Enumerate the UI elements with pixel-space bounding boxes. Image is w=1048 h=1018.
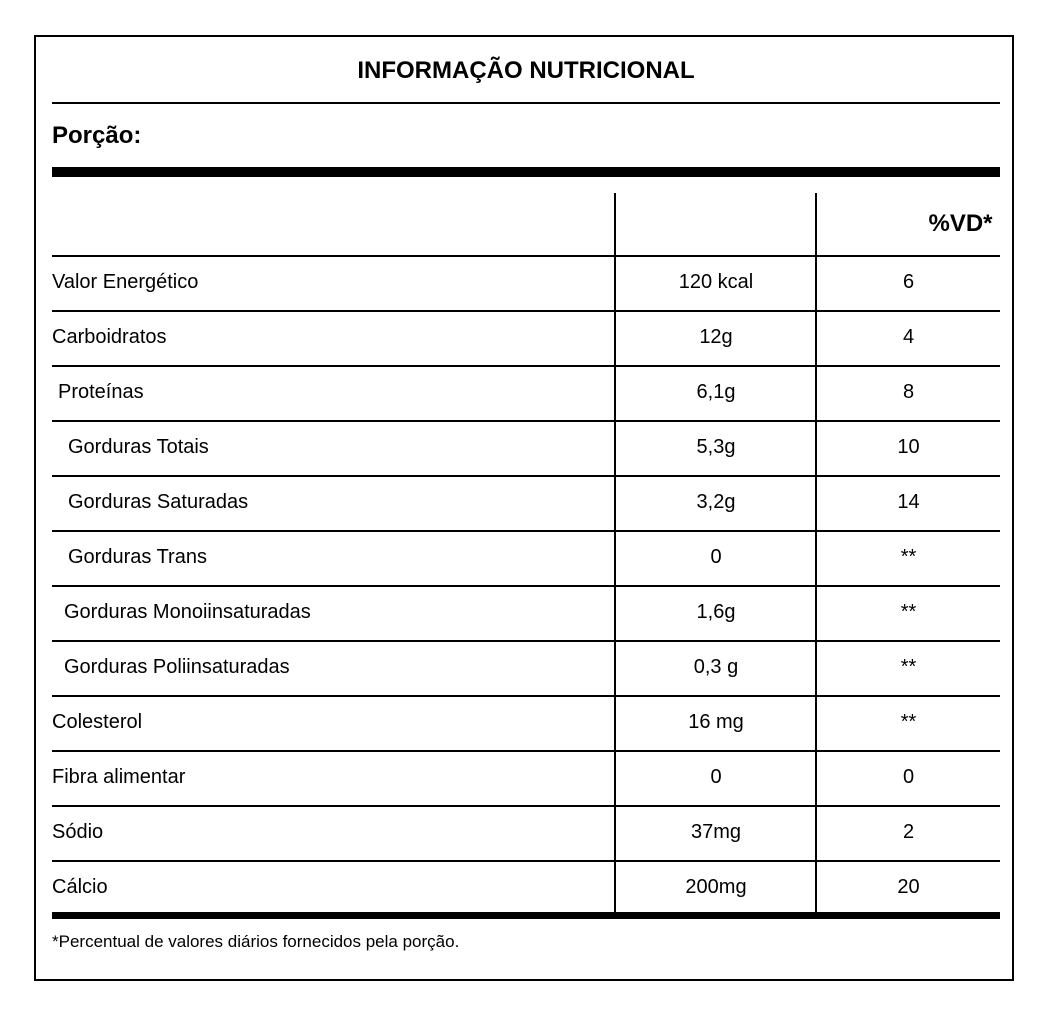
- table-row: [52, 477, 1000, 532]
- table-row: [52, 422, 1000, 477]
- nutrient-amount: 0,3 g: [693, 656, 739, 678]
- nutrient-name: Gorduras Trans: [68, 546, 207, 568]
- nutrient-vd: 20: [897, 876, 920, 898]
- table-row: [52, 367, 1000, 422]
- nutrient-name: Gorduras Monoiinsaturadas: [64, 601, 311, 623]
- nutrient-amount: 3,2g: [696, 491, 736, 513]
- column-divider-vd: [815, 193, 817, 914]
- table-row: [52, 697, 1000, 752]
- nutrient-amount: 120 kcal: [678, 271, 754, 293]
- nutrient-vd: 0: [902, 766, 915, 788]
- nutrient-vd: 14: [897, 491, 920, 513]
- label-title: INFORMAÇÃO NUTRICIONAL: [357, 57, 695, 84]
- nutrition-table-body: [52, 257, 1000, 918]
- nutrient-amount: 37mg: [690, 821, 742, 843]
- nutrient-name: Colesterol: [52, 711, 143, 733]
- nutrient-vd: **: [900, 601, 917, 623]
- portion-label: Porção:: [52, 122, 142, 149]
- nutrient-name: Gorduras Poliinsaturadas: [64, 656, 290, 678]
- nutrient-name: Valor Energético: [52, 271, 199, 293]
- table-row: [52, 257, 1000, 312]
- footnote: *Percentual de valores diários fornecidos pela porção.: [52, 932, 460, 951]
- nutrient-amount: 1,6g: [696, 601, 736, 623]
- table-row: [52, 807, 1000, 862]
- nutrient-name: Gorduras Saturadas: [68, 491, 249, 513]
- nutrient-amount: 0: [710, 766, 722, 788]
- nutrient-name: Carboidratos: [52, 326, 167, 348]
- nutrient-name: Fibra alimentar: [52, 766, 186, 788]
- nutrient-vd: **: [900, 711, 917, 733]
- nutrient-name: Gorduras Totais: [68, 436, 209, 458]
- nutrient-name: Proteínas: [58, 381, 144, 403]
- nutrient-vd: 2: [902, 821, 915, 843]
- nutrient-vd: 8: [902, 381, 915, 403]
- nutrient-name: Cálcio: [52, 876, 108, 898]
- nutrient-amount: 200mg: [685, 876, 747, 898]
- nutrient-vd: **: [900, 656, 917, 678]
- column-divider-amount: [614, 193, 616, 914]
- nutrient-name: Sódio: [52, 821, 104, 843]
- vd-column-header: %VD*: [928, 210, 993, 237]
- nutrient-amount: 12g: [699, 326, 733, 348]
- table-row: [52, 312, 1000, 367]
- table-row: [52, 752, 1000, 807]
- thick-divider-top: [52, 167, 1000, 177]
- table-row: [52, 532, 1000, 587]
- nutrient-amount: 16 mg: [688, 711, 744, 733]
- nutrient-amount: 6,1g: [696, 381, 736, 403]
- nutrient-vd: 4: [902, 326, 915, 348]
- nutrient-amount: 0: [710, 546, 722, 568]
- table-row: [52, 642, 1000, 697]
- table-header: [52, 193, 1000, 255]
- nutrient-amount: 5,3g: [696, 436, 736, 458]
- thick-divider-bottom: [52, 912, 1000, 919]
- title-divider: [52, 102, 1000, 104]
- nutrient-vd: 10: [897, 436, 920, 458]
- table-row: [52, 587, 1000, 642]
- nutrient-vd: **: [900, 546, 917, 568]
- table-row: [52, 862, 1000, 918]
- nutrient-vd: 6: [902, 271, 915, 293]
